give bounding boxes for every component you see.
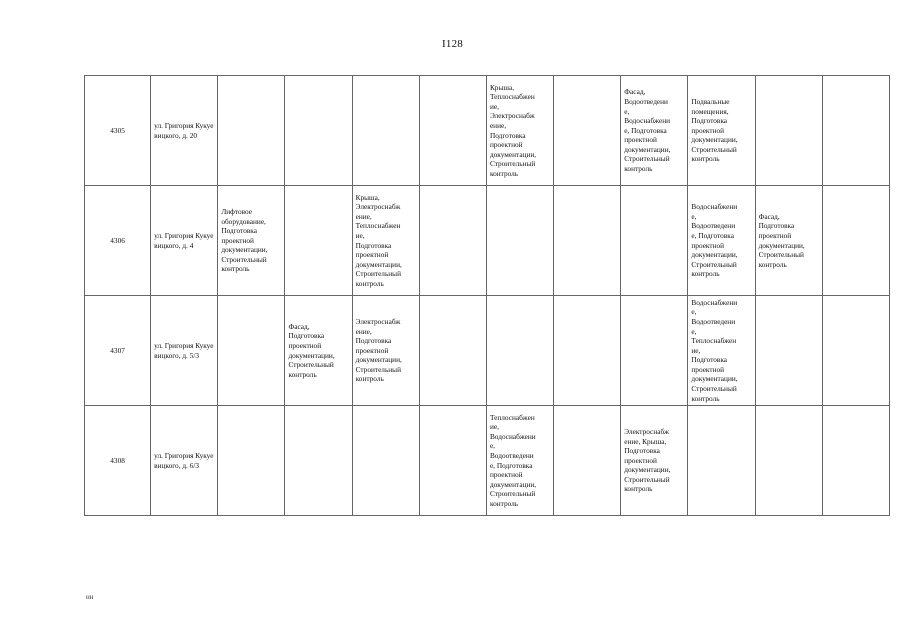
work-cell: Подвальные помещения, Подготовка проектной документации, Строительный контроль (688, 76, 755, 186)
work-cell: Крыша, Электроснабж ение, Теплоснабжен ие, Подготовка проектной документации, Строительный контроль (352, 186, 419, 296)
work-cell (285, 406, 352, 516)
work-cell (822, 406, 889, 516)
work-cell: Теплоснабжен ие, Водоснабжени е, Водоотведени е, Подготовка проектной документации, Строительный контроль (486, 406, 553, 516)
work-cell (419, 406, 486, 516)
work-cell: Электроснабж ение, Крыша, Подготовка проектной документации, Строительный контроль (621, 406, 688, 516)
work-cell: Фасад, Водоотведени е, Водоснабжени е, Подготовка проектной документации, Строительный контроль (621, 76, 688, 186)
row-id: 4307 (85, 296, 151, 406)
work-cell (554, 296, 621, 406)
work-cell (755, 406, 822, 516)
work-cell (554, 76, 621, 186)
work-cell (486, 186, 553, 296)
work-cell (285, 76, 352, 186)
work-cell (218, 296, 285, 406)
row-id: 4308 (85, 406, 151, 516)
table-row (85, 406, 890, 516)
work-cell (822, 76, 889, 186)
work-cell (486, 296, 553, 406)
work-cell (822, 186, 889, 296)
work-cell (755, 296, 822, 406)
work-cell: Фасад, Подготовка проектной документации, Строительный контроль (285, 296, 352, 406)
work-cell (352, 76, 419, 186)
work-cell: Водоснабжени е, Водоотведени е, Теплоснабжен ие, Подготовка проектной документации, Строительный контроль (688, 296, 755, 406)
table-row (85, 186, 890, 296)
page-number: I128 (442, 38, 463, 50)
work-cell (218, 406, 285, 516)
address-cell: ул. Григория Кукуевицкого, д. 20 (151, 76, 218, 186)
work-cell: Водоснабжени е, Водоотведени е, Подготовка проектной документации, Строительный контроль (688, 186, 755, 296)
work-cell (285, 186, 352, 296)
table-row (85, 76, 890, 186)
footer-mark: нн (86, 593, 94, 601)
work-cell (621, 186, 688, 296)
row-id: 4306 (85, 186, 151, 296)
work-cell (419, 186, 486, 296)
address-cell: ул. Григория Кукуевицкого, д. 5/3 (151, 296, 218, 406)
work-cell (755, 76, 822, 186)
work-cell (822, 296, 889, 406)
work-cell (419, 296, 486, 406)
work-cell (419, 76, 486, 186)
work-cell (554, 186, 621, 296)
work-cell (218, 76, 285, 186)
work-cell: Электроснабж ение, Подготовка проектной документации, Строительный контроль (352, 296, 419, 406)
capital-repair-table (84, 75, 890, 516)
work-cell (554, 406, 621, 516)
work-cell: Крыша, Теплоснабжен ие, Электроснабж ение, Подготовка проектной документации, Строительный контроль (486, 76, 553, 186)
work-cell: Фасад, Подготовка проектной документации, Строительный контроль (755, 186, 822, 296)
work-cell (688, 406, 755, 516)
work-cell (352, 406, 419, 516)
address-cell: ул. Григория Кукуевицкого, д. 4 (151, 186, 218, 296)
work-cell: Лифтовое оборудование, Подготовка проектной документации, Строительный контроль (218, 186, 285, 296)
address-cell: ул. Григория Кукуевицкого, д. 6/3 (151, 406, 218, 516)
row-id: 4305 (85, 76, 151, 186)
work-cell (621, 296, 688, 406)
table-row (85, 296, 890, 406)
